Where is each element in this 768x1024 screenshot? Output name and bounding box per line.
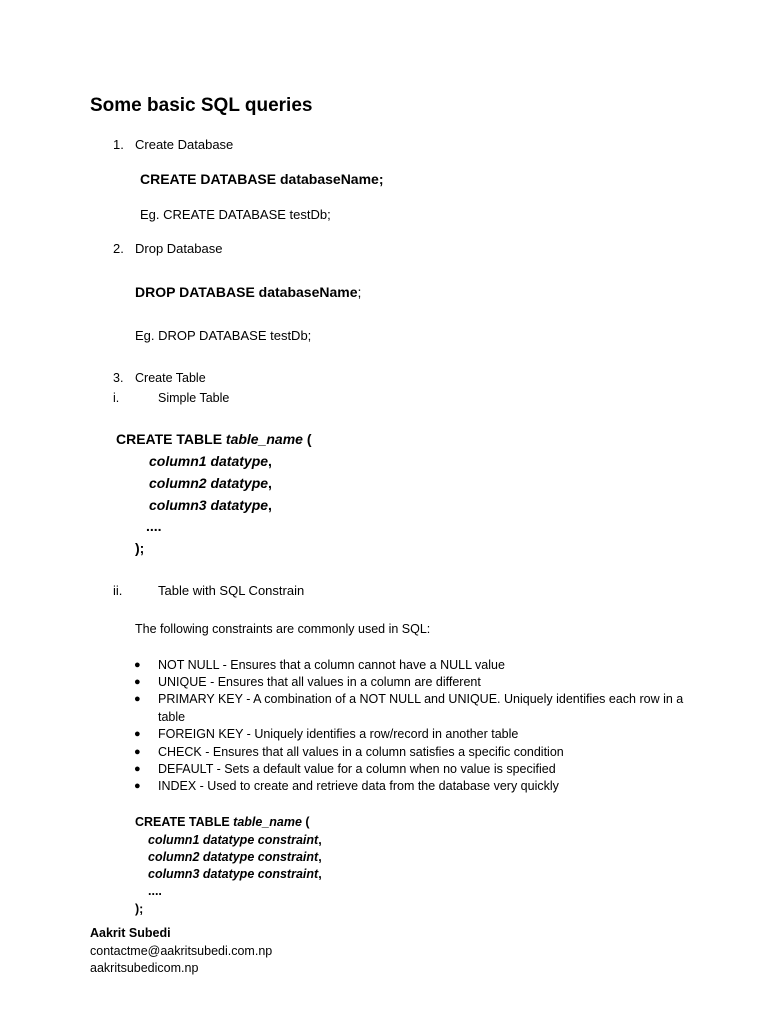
drop-database-example: Eg. DROP DATABASE testDb;	[135, 328, 312, 343]
constraints-intro: The following constraints are commonly used in SQL:	[135, 622, 431, 636]
simple-table-dots: ....	[146, 518, 162, 534]
section-number: 1.	[113, 137, 124, 152]
column-def: column3 datatype constraint	[148, 867, 319, 881]
constraint-table-close: );	[135, 902, 144, 916]
constraint-table-col3	[148, 867, 322, 881]
bullet-icon: ●	[134, 676, 141, 688]
constraint-table-line1	[135, 815, 310, 829]
bullet-icon: ●	[134, 780, 141, 792]
bullet-icon: ●	[134, 728, 141, 740]
simple-table-col2	[149, 475, 272, 491]
list-item: DEFAULT - Sets a default value for a column when no value is specified	[158, 762, 556, 776]
simple-table-col3	[149, 497, 272, 513]
simple-table-line1	[116, 431, 312, 447]
footer-author: Aakrit Subedi	[90, 926, 171, 940]
column-def: column1 datatype constraint	[148, 833, 319, 847]
list-item: INDEX - Used to create and retrieve data from the database very quickly	[158, 779, 559, 793]
list-item: FOREIGN KEY - Uniquely identifies a row/record in another table	[158, 727, 519, 741]
create-table-keyword: CREATE TABLE	[116, 431, 226, 447]
constraint-table-col2	[148, 850, 322, 864]
comma: ,	[268, 453, 272, 469]
column-def: column2 datatype	[149, 475, 269, 491]
sub-number: i.	[113, 391, 120, 405]
create-table-keyword: CREATE TABLE	[135, 815, 234, 829]
column-def: column2 datatype constraint	[148, 850, 319, 864]
sub-heading: Table with SQL Constrain	[158, 583, 305, 598]
list-item: UNIQUE - Ensures that all values in a column are different	[158, 675, 481, 689]
drop-database-semicolon: ;	[357, 284, 362, 300]
footer-website: aakritsubedicom.np	[90, 961, 199, 975]
comma: ,	[318, 867, 322, 881]
comma: ,	[318, 833, 322, 847]
open-paren: (	[302, 431, 312, 447]
page-title: Some basic SQL queries	[90, 95, 313, 116]
create-database-example: Eg. CREATE DATABASE testDb;	[140, 207, 331, 222]
bullet-icon: ●	[134, 659, 141, 671]
open-paren: (	[301, 815, 310, 829]
section-heading: Drop Database	[135, 241, 223, 256]
table-name-placeholder: table_name	[225, 431, 303, 447]
list-item-continuation: table	[158, 710, 186, 724]
column-def: column3 datatype	[149, 497, 269, 513]
list-item: NOT NULL - Ensures that a column cannot have a NULL value	[158, 658, 505, 672]
footer-email: contactme@aakritsubedi.com.np	[90, 944, 273, 958]
drop-database-syntax	[135, 284, 361, 300]
simple-table-close: );	[135, 540, 145, 556]
section-heading: Create Table	[135, 371, 206, 385]
simple-table-col1	[149, 453, 272, 469]
section-number: 3.	[113, 371, 124, 385]
drop-database-keyword: DROP DATABASE databaseName	[135, 284, 358, 300]
bullet-icon: ●	[134, 763, 141, 775]
bullet-icon: ●	[134, 693, 141, 705]
sub-heading: Simple Table	[158, 391, 230, 405]
comma: ,	[318, 850, 322, 864]
column-def: column1 datatype	[149, 453, 269, 469]
section-number: 2.	[113, 241, 124, 256]
bullet-icon: ●	[134, 746, 141, 758]
section-heading: Create Database	[135, 137, 234, 152]
create-database-syntax: CREATE DATABASE databaseName;	[140, 171, 384, 187]
sub-number: ii.	[113, 583, 123, 598]
list-item: PRIMARY KEY - A combination of a NOT NULL and UNIQUE. Uniquely identifies each row in a	[158, 692, 684, 706]
list-item: CHECK - Ensures that all values in a column satisfies a specific condition	[158, 745, 564, 759]
comma: ,	[268, 497, 272, 513]
constraint-table-col1	[148, 833, 322, 847]
constraint-table-dots: ....	[148, 884, 162, 898]
table-name-placeholder: table_name	[233, 815, 302, 829]
comma: ,	[268, 475, 272, 491]
